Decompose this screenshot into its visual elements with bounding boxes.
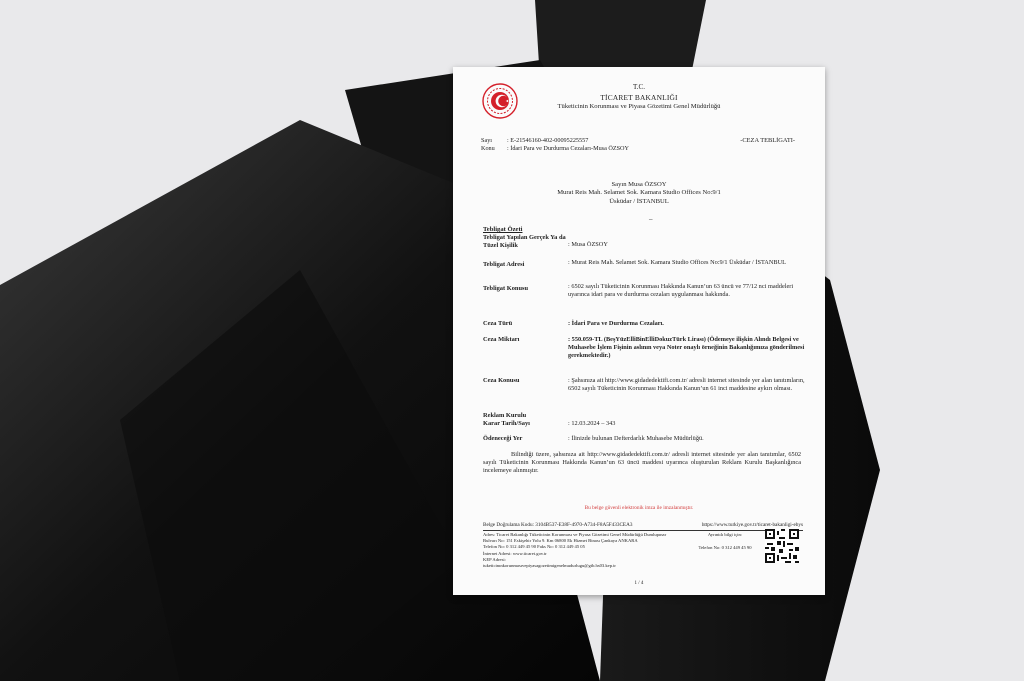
secure-signature-note: Bu belge güvenli elektronik imza ile imzalanmıştır. xyxy=(584,505,694,511)
sayi-value: : E-21546160-402-00095225557 xyxy=(507,137,589,144)
summary-value: : Şahsınıza ait http://www.gidadedektifi.com.tr/ adresli internet sitesinde yer alan tanıtımların, 6502 sayılı Tüketicinin Korunması Hakkında Kanun’un 61 inci maddesine aykırı olması. xyxy=(568,377,805,393)
summary-label: Ceza Türü xyxy=(483,320,513,327)
summary-label: Ödeneceği Yer xyxy=(483,435,523,442)
konu-value: : İdari Para ve Durdurma Cezaları-Musa ÖZSOY xyxy=(507,144,629,152)
summary-value: : İlinizde bulunan Defterdarlık Muhasebe Müdürlüğü. xyxy=(568,435,704,442)
sayi-label: Sayı xyxy=(481,137,493,144)
summary-label: Tebligat Konusu xyxy=(483,285,529,292)
konu-label: Konu xyxy=(481,144,495,152)
header-tc: T.C. xyxy=(633,83,645,91)
summary-value: : 550.059-TL (BeşYüzElliBinElliDokuzTürk Lirası) (Ödemeye ilişkin Alındı Belgesi ve Muhasebe İşlem Fişinin aslının veya Noter onaylı örneğinin Bakanlığımıza gönderilmesi gerekmektedir.) xyxy=(568,336,805,360)
footer-web: İnternet Adresi: www.ticaret.gov.tr xyxy=(483,550,547,556)
header-department: Tüketicinin Korunması ve Piyasa Gözetimi Genel Müdürlüğü xyxy=(557,103,721,110)
footer-phone: Telefon No: 0 312 449 45 90 Faks No: 0 312 449 45 05 xyxy=(483,544,585,550)
recipient-line2: Üsküdar / İSTANBUL xyxy=(609,197,669,205)
qr-code-icon xyxy=(765,529,799,563)
footer-kep-label: KEP Adresi: xyxy=(483,556,506,562)
summary-label: Tebligat Adresi xyxy=(483,261,525,268)
footer-address-block xyxy=(483,532,673,569)
page-number: 1 / 4 xyxy=(634,581,644,586)
summary-label: Ceza Miktarı xyxy=(483,336,520,343)
footer-address: Adres: Ticaret Bakanlığı Tüketicinin Korunması ve Piyasa Gözetimi Genel Müdürlüğü Dumlupınar Bulvarı No: 151 Eskişehir Yolu 9. Km 06800 Ek Hizmet Binası Çankaya ANKARA xyxy=(483,532,667,544)
summary-value: : Murat Reis Mah. Selamet Sok. Kamara Studio Offices No:9/1 Üsküdar / İSTANBUL xyxy=(568,259,786,266)
footer-kep: tuketicinınkorunmasıvepiyasagozetimigenelmudurlugu@gtb.hs03.kep.tr xyxy=(483,562,616,568)
info-label: Ayrıntılı bilgi için: xyxy=(707,532,743,537)
document-sheet xyxy=(453,67,825,595)
summary-value: : 6502 sayılı Tüketicinin Korunması Hakkında Kanun’un 63 üncü ve 77/12 nci maddeleri uyarınca idari para ve durdurma cezaları uygulanması hakkında. xyxy=(568,283,794,299)
verification-url[interactable]: https://www.turkiye.gov.tr/ticaret-bakanligi-ebys xyxy=(701,522,803,528)
summary-value: : 12.03.2024 – 343 xyxy=(568,420,616,427)
verification-code: Belge Doğrulama Kodu: 3104B537-E38F-4970-A734-F8A5F433CEA3 xyxy=(483,522,633,528)
body-paragraph: Bilindiği üzere, şahsınıza ait http://www.gidadedektifi.com.tr/ adresli internet sitesinde yer alan tanıtımlar, 6502 sayılı Tüketicinin Korunması Hakkında Kanun’un 63 üncü maddesi uyarınca oluşturulan Reklam Kurulu Başkanlığınca incelemeye alınmıştır. xyxy=(483,451,801,475)
recipient-name: Sayın Musa ÖZSOY xyxy=(611,181,667,188)
recipient-block xyxy=(453,181,825,206)
verification-line xyxy=(483,522,803,529)
summary-label: Reklam Kurulu Karar Tarih/Sayı xyxy=(483,412,530,428)
summary-value: : İdari Para ve Durdurma Cezaları. xyxy=(568,320,664,327)
separator-dash: – xyxy=(649,215,653,223)
summary-value: : Musa ÖZSOY xyxy=(568,241,608,248)
document-tag: -CEZA TEBLİGATI- xyxy=(740,137,795,144)
header-ministry: TİCARET BAKANLIĞI xyxy=(600,93,678,102)
footer-divider xyxy=(483,530,803,531)
summary-label: Ceza Konusu xyxy=(483,377,520,384)
info-phone: Telefon No: 0 312 449 45 90 xyxy=(698,545,752,550)
recipient-line1: Murat Reis Mah. Selamet Sok. Kamara Studio Offices No:9/1 xyxy=(557,189,721,197)
summary-label: Tebligat Yapılan Gerçek Ya da Tüzel Kişilik xyxy=(483,234,566,250)
summary-title: Tebligat Özeti xyxy=(483,226,523,233)
